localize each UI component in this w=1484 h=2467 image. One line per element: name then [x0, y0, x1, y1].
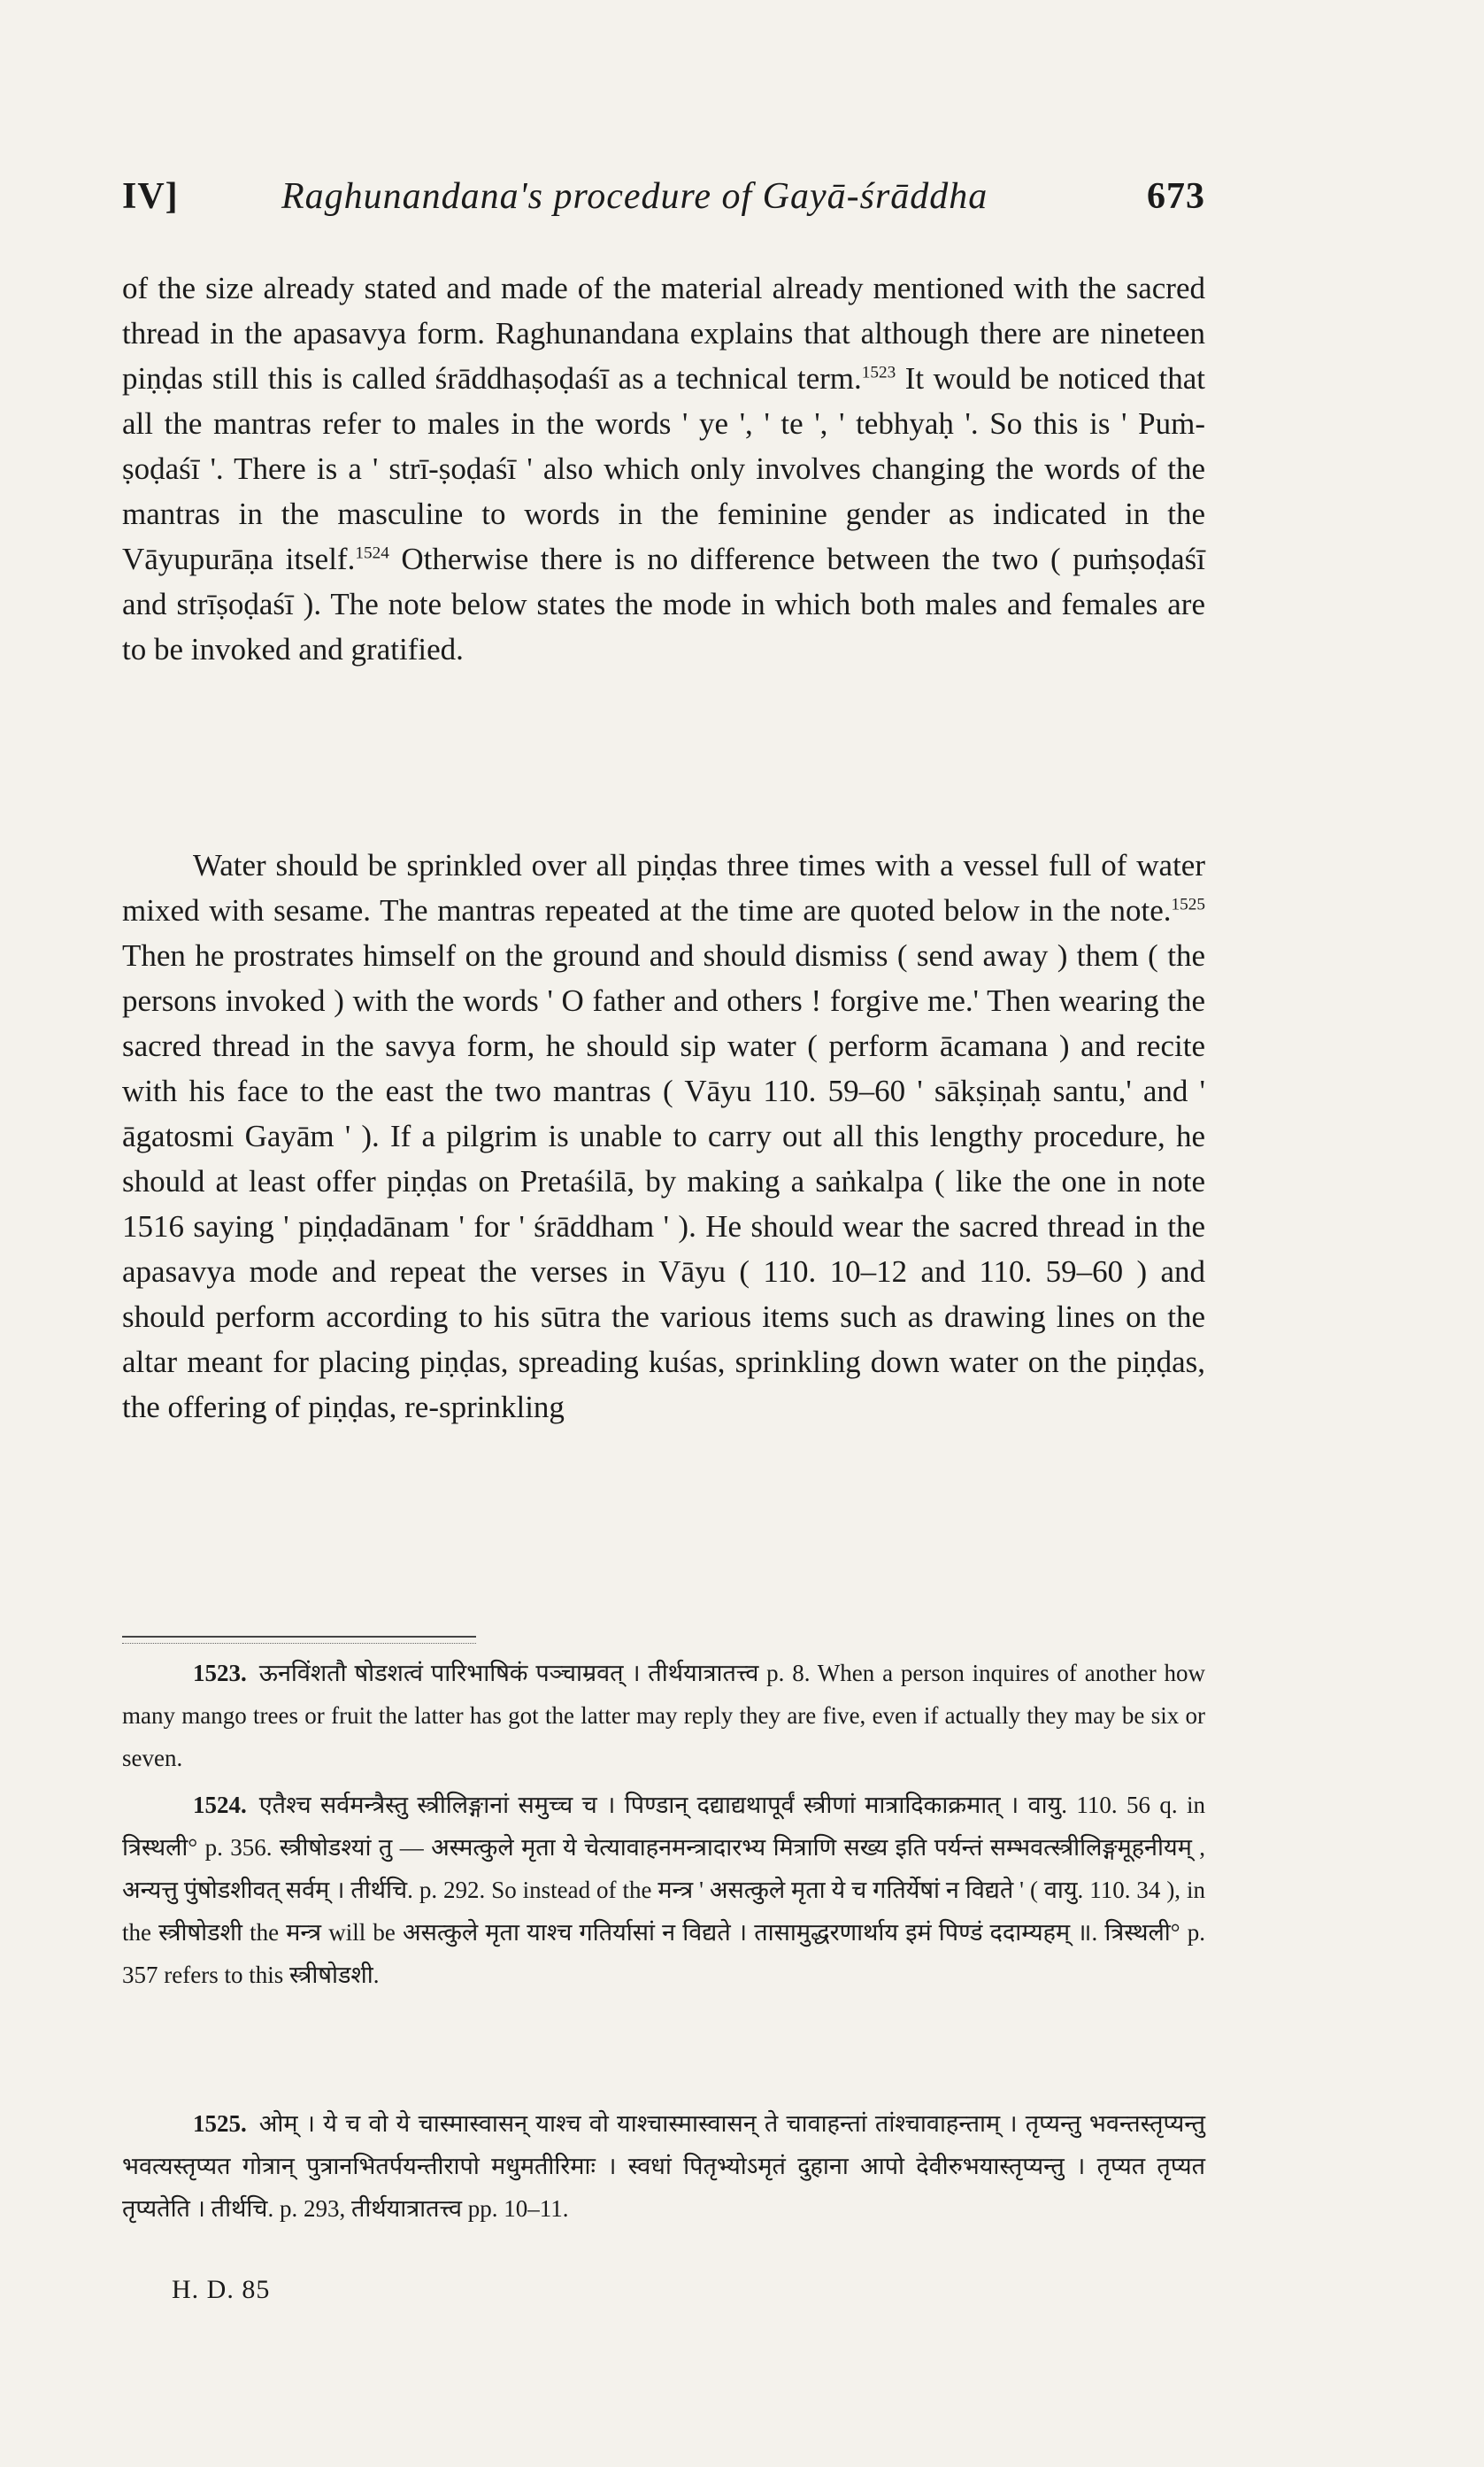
footnote-1525: [122, 2102, 1205, 2230]
page-number: 673: [1147, 176, 1205, 217]
paragraph-1: [122, 266, 1205, 672]
footnote-text: ओम् । ये च वो ये चास्मास्वासन् याश्च वो याश्चास्मास्वासन् ते चावाहन्तां तांश्चावाहन्ताम् । तृप्यन्तु भवन्तस्तृप्यन्तु भवत्यस्तृप्यत गोत्रान् पुत्रानभितर्पयन्तीरापो मधुमतीरिमाः । स्वधां पितृभ्योऽमृतं दुहाना आपो देवीरुभयास्तृप्यन्तु । तृप्यत तृप्यत तृप्यतेति । तीर्थचि. p. 293, तीर्थयात्रातत्त्व pp. 10–11.: [122, 2110, 1205, 2222]
running-header: [122, 175, 1205, 228]
footnote-ref-1523: 1523: [861, 363, 896, 382]
paragraph-1-text-c: Otherwise there is no difference between the two ( puṁṣoḍaśī and strīṣoḍaśī ). The note below states the mode in which both males and females are to be invoked and gratified.: [122, 542, 1205, 667]
running-title: Raghunandana's procedure of Gayā-śrāddha: [281, 176, 988, 217]
book-page: [122, 0, 1205, 2467]
footnote-number: 1524.: [193, 1792, 247, 1818]
footnote-number: 1523.: [193, 1660, 247, 1686]
footnote-1523: [122, 1652, 1205, 1779]
paragraph-2-text-a: Water should be sprinkled over all piṇḍas three times with a vessel full of water mixed with sesame. The mantras repeated at the time are quoted below in the note.: [122, 848, 1205, 928]
footnote-divider: [122, 1636, 476, 1644]
footnote-ref-1524: 1524: [355, 544, 389, 563]
paragraph-1-text-a: of the size already stated and made of the material already mentioned with the sacred thread in the apasavya form. Raghunandana explains that although there are nineteen piṇḍas still this is called śrāddhaṣoḍaśī as a technical term.: [122, 271, 1205, 396]
footnote-text: एतैश्च सर्वमन्त्रैस्तु स्त्रीलिङ्गानां समुच्च च । पिण्डान् दद्याद्यथापूर्वं स्त्रीणां मात्रादिकाक्रमात् । वायु. 110. 56 q. in त्रिस्थली° p. 356. स्त्रीषोडश्यां तु — अस्मत्कुले मृता ये चेत्यावाहनमन्त्रादारभ्य मित्राणि सख्य इति पर्यन्तं सम्भवत्स्त्रीलिङ्गमूहनीयम् , अन्यत्तु पुंषोडशीवत् सर्वम् । तीर्थचि. p. 292. So instead of the मन्त्र ' असत्कुले मृता ये च गतिर्येषां न विद्यते ' ( वायु. 110. 34 ), in the स्त्रीषोडशी the मन्त्र will be असत्कुले मृता याश्च गतिर्यासां न विद्यते । तासामुद्धरणार्थाय इमं पिण्डं ददाम्यहम् ॥. त्रिस्थली° p. 357 refers to this स्त्रीषोडशी.: [122, 1792, 1205, 1988]
signature-mark: H. D. 85: [172, 2275, 271, 2304]
footnote-text: ऊनविंशतौ षोडशत्वं पारिभाषिकं पञ्चाम्रवत् । तीर्थयात्रातत्त्व p. 8. When a person inquires of another how many mango trees or fruit the latter has got the latter may reply they are five, even if actually they may be six or seven.: [122, 1660, 1205, 1771]
paragraph-2: [122, 843, 1205, 1430]
footnote-1524: [122, 1784, 1205, 1996]
paragraph-2-text-b: Then he prostrates himself on the ground and should dismiss ( send away ) them ( the persons invoked ) with the words ' O father and others ! forgive me.' Then wearing the sacred thread in the savya form, he should sip water ( perform ācamana ) and recite with his face to the east the two mantras ( Vāyu 110. 59–60 ' sākṣiṇaḥ santu,' and ' āgatosmi Gayām ' ). If a pilgrim is unable to carry out all this lengthy procedure, he should at least offer piṇḍas on Pretaśilā, by making a saṅkalpa ( like the one in note 1516 saying ' piṇḍadānam ' for ' śrāddham ' ). He should wear the sacred thread in the apasavya mode and repeat the verses in Vāyu ( 110. 10–12 and 110. 59–60 ) and should perform according to his sūtra the various items such as drawing lines on the altar meant for placing piṇḍas, spreading kuśas, sprinkling down water on the piṇḍas, the offering of piṇḍas, re-sprinkling: [122, 938, 1205, 1424]
paragraph-1-text-b: It would be noticed that all the mantras refer to males in the words ' ye ', ' te ', ' tebhyaḥ '. So this is ' Puṁ-ṣoḍaśī '. There is a ' strī-ṣoḍaśī ' also which only involves changing the words of the mantras in the masculine to words in the feminine gender as indicated in the Vāyupurāṇa itself.: [122, 361, 1205, 576]
footnote-number: 1525.: [193, 2110, 247, 2137]
footnote-ref-1525: 1525: [1171, 895, 1205, 914]
section-number: IV]: [122, 176, 179, 217]
